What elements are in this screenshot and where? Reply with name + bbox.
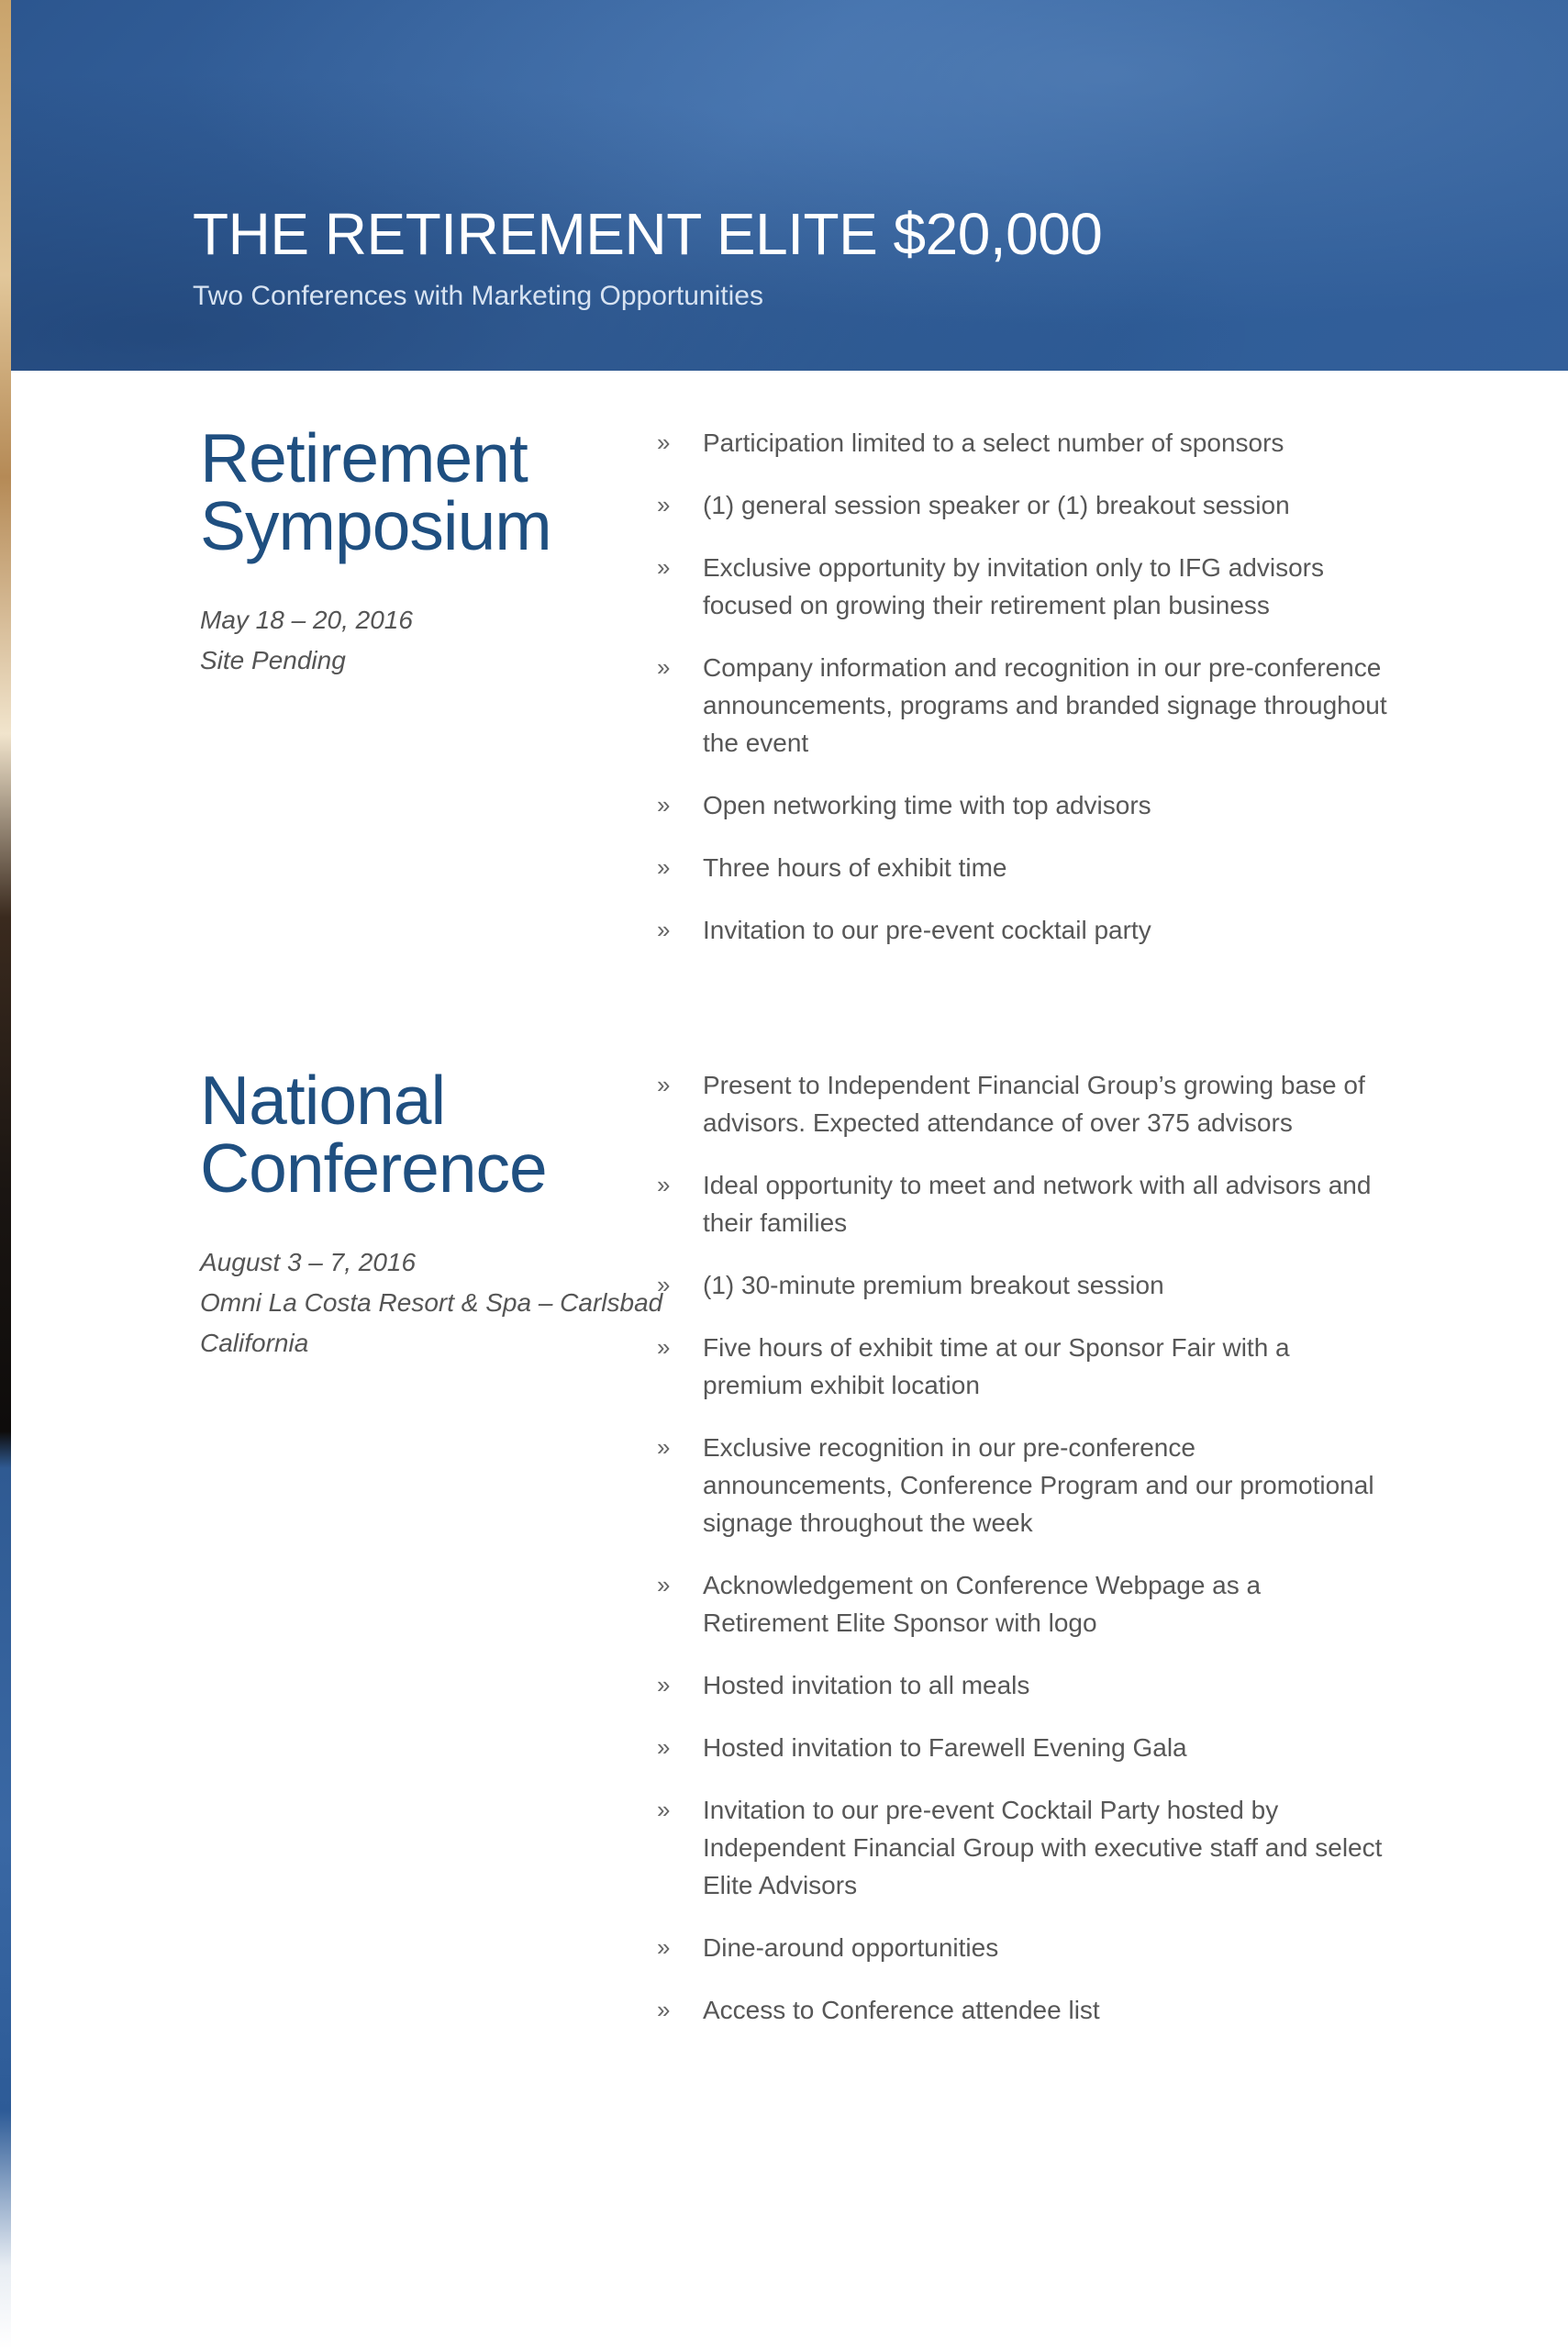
list-item — [657, 1329, 1391, 1404]
bullet-marker: » — [657, 1433, 671, 1461]
event-date: May 18 – 20, 2016 — [200, 606, 413, 634]
event-title-line: Retirement — [200, 419, 528, 496]
bullet-text: (1) general session speaker or (1) breakout session — [703, 491, 1290, 519]
bullet-marker: » — [657, 1071, 671, 1098]
list-item — [657, 849, 1391, 886]
event-location: Site Pending — [200, 646, 346, 674]
bullet-marker: » — [657, 429, 671, 456]
list-item — [657, 1429, 1391, 1542]
list-item — [657, 1666, 1391, 1704]
bullet-text: Five hours of exhibit time at our Sponsor Fair with a premium exhibit location — [703, 1333, 1290, 1399]
bullet-text: Company information and recognition in our pre-conference announcements, programs and branded signage throughout the event — [703, 653, 1387, 757]
list-item — [657, 486, 1391, 524]
bullet-marker: » — [657, 1933, 671, 1961]
bullet-marker: » — [657, 1271, 671, 1298]
bullet-text: Exclusive opportunity by invitation only to IFG advisors focused on growing their retirement plan business — [703, 553, 1324, 619]
bullet-list-retirement-symposium — [657, 424, 1391, 974]
bullet-marker: » — [657, 1796, 671, 1823]
event-meta-retirement-symposium — [200, 600, 413, 681]
bullet-text: Present to Independent Financial Group’s growing base of advisors. Expected attendance of over 375 advisors — [703, 1071, 1365, 1137]
bullet-text: Participation limited to a select number of sponsors — [703, 429, 1284, 457]
bullet-text: Invitation to our pre-event cocktail party — [703, 916, 1151, 944]
bullet-text: (1) 30-minute premium breakout session — [703, 1271, 1164, 1299]
bullet-marker: » — [657, 853, 671, 881]
page-subtitle: Two Conferences with Marketing Opportunities — [193, 281, 763, 311]
event-meta-national-conference — [200, 1242, 662, 1364]
bullet-text: Open networking time with top advisors — [703, 791, 1151, 819]
list-item — [657, 649, 1391, 762]
bullet-marker: » — [657, 916, 671, 943]
bullet-text: Hosted invitation to Farewell Evening Gala — [703, 1733, 1187, 1762]
bullet-marker: » — [657, 1671, 671, 1698]
event-title-line: National — [200, 1062, 446, 1139]
event-date: August 3 – 7, 2016 — [200, 1248, 417, 1276]
list-item — [657, 1166, 1391, 1241]
page-title: THE RETIREMENT ELITE $20,000 — [193, 201, 1103, 267]
event-title-national-conference — [200, 1062, 547, 1207]
bullet-text: Hosted invitation to all meals — [703, 1671, 1030, 1699]
bullet-marker: » — [657, 491, 671, 518]
bullet-text: Ideal opportunity to meet and network with all advisors and their families — [703, 1171, 1372, 1237]
bullet-marker: » — [657, 791, 671, 818]
event-title-line: Conference — [200, 1130, 547, 1207]
bullet-text: Dine-around opportunities — [703, 1933, 999, 1962]
list-item — [657, 1991, 1391, 2029]
bullet-marker: » — [657, 553, 671, 581]
bullet-marker: » — [657, 653, 671, 681]
event-location: Omni La Costa Resort & Spa – Carlsbad — [200, 1288, 663, 1317]
list-item — [657, 1566, 1391, 1642]
bullet-text: Access to Conference attendee list — [703, 1996, 1100, 2024]
list-item — [657, 549, 1391, 624]
bullet-text: Exclusive recognition in our pre-conference announcements, Conference Program and our promotional signage throughout the week — [703, 1433, 1374, 1537]
event-title-retirement-symposium — [200, 419, 551, 564]
list-item — [657, 786, 1391, 824]
bullet-marker: » — [657, 1996, 671, 2023]
bullet-marker: » — [657, 1333, 671, 1361]
event-title-line: Symposium — [200, 487, 551, 564]
event-location-line2: California — [200, 1329, 309, 1357]
left-edge-photo-strip — [0, 0, 11, 2349]
bullet-marker: » — [657, 1171, 671, 1198]
list-item — [657, 1791, 1391, 1904]
list-item — [657, 1929, 1391, 1966]
list-item — [657, 911, 1391, 949]
bullet-text: Invitation to our pre-event Cocktail Party hosted by Independent Financial Group with executive staff and select Elite Advisors — [703, 1796, 1383, 1899]
bullet-list-national-conference — [657, 1066, 1391, 2054]
bullet-marker: » — [657, 1571, 671, 1598]
header-banner — [11, 0, 1568, 371]
list-item — [657, 1729, 1391, 1766]
list-item — [657, 1066, 1391, 1141]
bullet-text: Three hours of exhibit time — [703, 853, 1007, 882]
bullet-text: Acknowledgement on Conference Webpage as a Retirement Elite Sponsor with logo — [703, 1571, 1262, 1637]
list-item — [657, 424, 1391, 462]
list-item — [657, 1266, 1391, 1304]
bullet-marker: » — [657, 1733, 671, 1761]
